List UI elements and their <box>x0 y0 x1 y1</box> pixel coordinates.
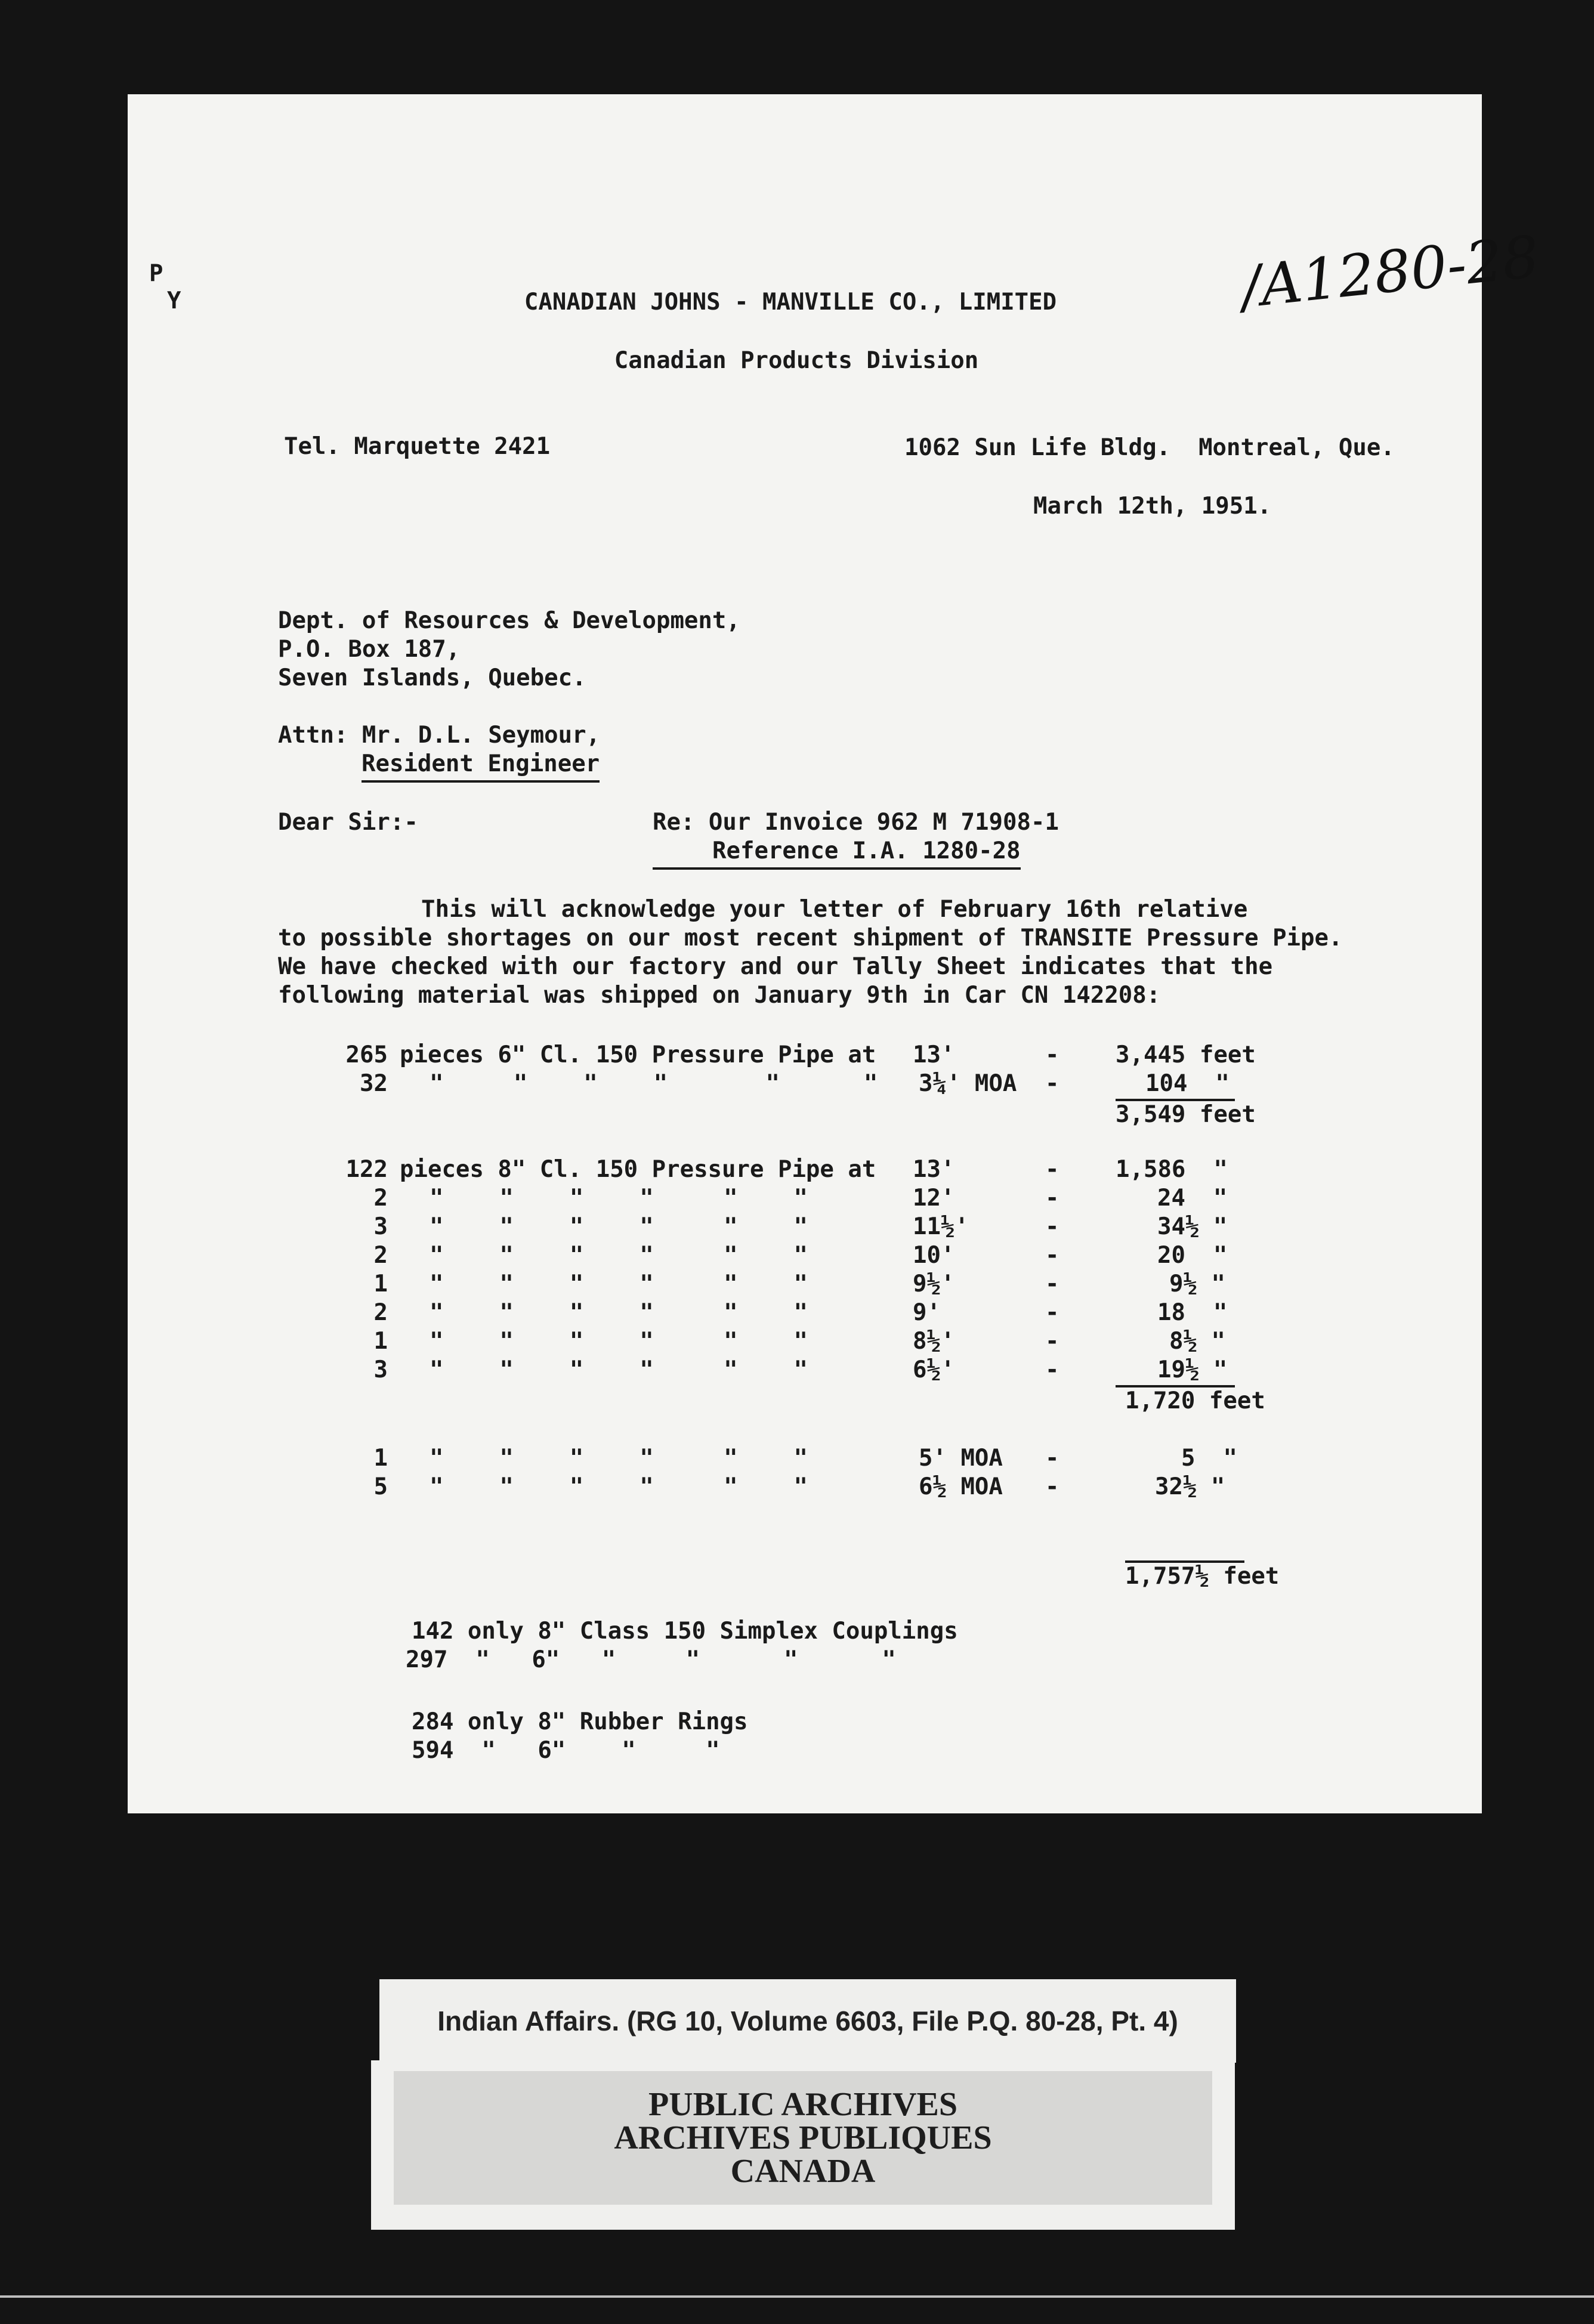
archive-stamp-line-3: CANADA <box>730 2153 876 2190</box>
salutation: Dear Sir:- <box>278 809 418 836</box>
company-name: CANADIAN JOHNS - MANVILLE CO., LIMITED <box>524 289 1057 316</box>
table8-total: 1,757½ feet <box>1125 1563 1280 1590</box>
archive-stamp-inner <box>394 2071 1212 2205</box>
address: 1062 Sun Life Bldg. Montreal, Que. <box>904 434 1395 461</box>
re-invoice: Re: Our Invoice 962 M 71908-1 <box>653 809 1059 836</box>
table6-total: 3,549 feet <box>1116 1101 1256 1128</box>
body-line-4: following material was shipped on January 9th in Car CN 142208: <box>278 982 1161 1009</box>
re-reference: Reference I.A. 1280-28 <box>653 837 1021 870</box>
body-line-2: to possible shortages on our most recent shipment of TRANSITE Pressure Pipe. <box>278 925 1343 951</box>
couplings-line-1: 142 only 8" Class 150 Simplex Couplings <box>412 1618 958 1645</box>
body-line-3: We have checked with our factory and our Tally Sheet indicates that the <box>278 953 1273 980</box>
recipient-line-1: Dept. of Resources & Development, <box>278 607 740 634</box>
telephone: Tel. Marquette 2421 <box>284 433 551 460</box>
body-line-1: This will acknowledge your letter of February 16th relative <box>421 896 1248 923</box>
table8-subtotal: 1,720 feet <box>1125 1387 1265 1414</box>
margin-mark-p: P <box>149 260 163 287</box>
recipient-line-3: Seven Islands, Quebec. <box>278 665 586 691</box>
file-annotation: /A1280-28 <box>1238 223 1543 321</box>
rings-line-1: 284 only 8" Rubber Rings <box>412 1708 748 1735</box>
letter-date: March 12th, 1951. <box>1033 493 1272 520</box>
archive-reference-label: Indian Affairs. (RG 10, Volume 6603, File P.Q. 80-28, Pt. 4) <box>379 1979 1236 2063</box>
recipient-line-2: P.O. Box 187, <box>278 636 461 663</box>
couplings-line-2: 297 " 6" " " " " <box>406 1646 896 1673</box>
attention-title: Resident Engineer <box>362 750 600 783</box>
film-edge-line <box>0 2295 1594 2298</box>
archive-stamp <box>371 2060 1235 2230</box>
attention-line: Attn: Mr. D.L. Seymour, <box>278 722 601 749</box>
margin-mark-y: Y <box>167 288 181 314</box>
archive-stamp-line-2: ARCHIVES PUBLIQUES <box>614 2119 992 2156</box>
division-name: Canadian Products Division <box>614 347 979 374</box>
archive-stamp-line-1: PUBLIC ARCHIVES <box>648 2086 958 2123</box>
rings-line-2: 594 " 6" " " <box>412 1737 720 1764</box>
